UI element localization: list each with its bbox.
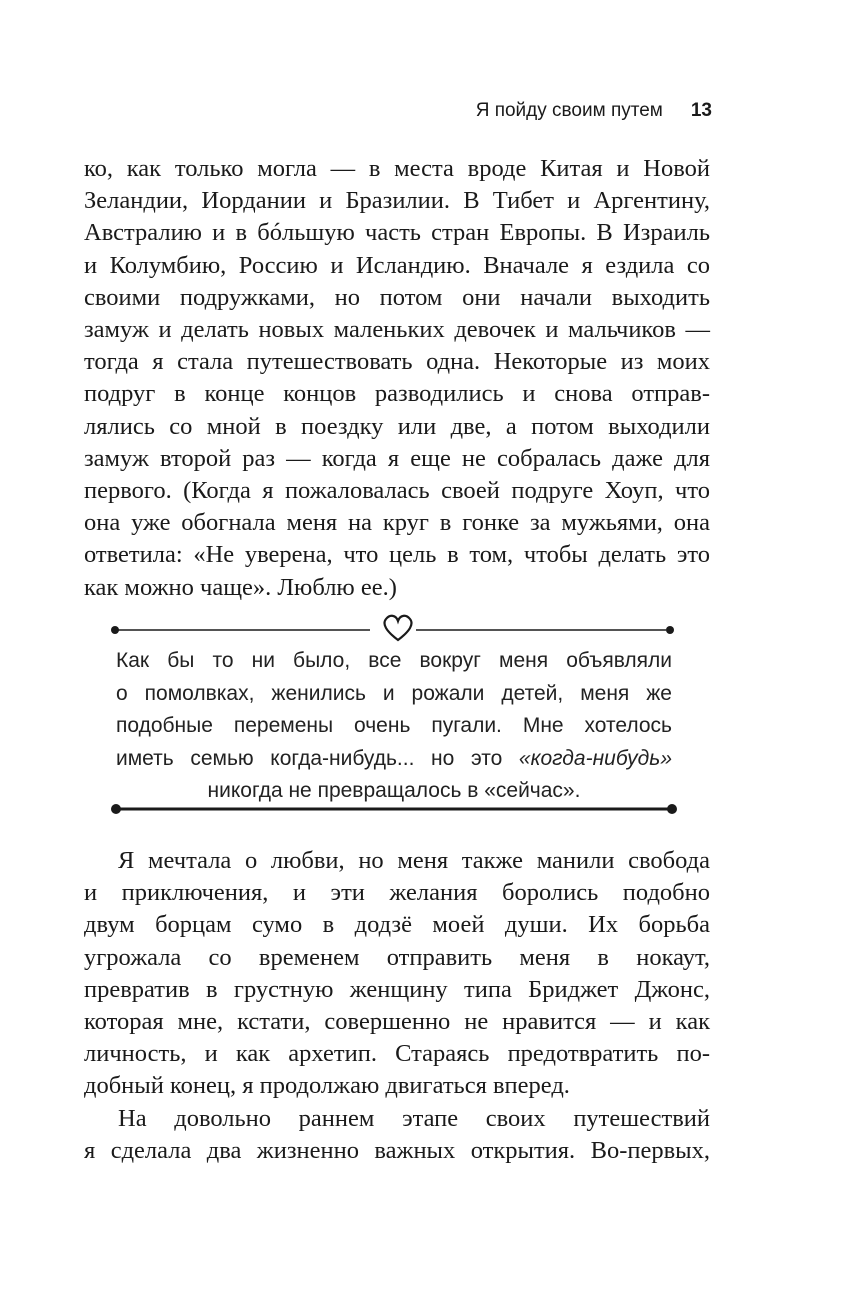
text-line: ко, как только могла — в места вроде Китая и Новой: [84, 155, 710, 182]
text-line: подруг в конце концов разводились и снова отправ-: [84, 380, 710, 408]
text-line: первого. (Когда я пожаловалась своей подруге Хоуп, что: [84, 477, 710, 505]
ornament-dot-left: [111, 626, 119, 634]
heart-divider-ornament: [110, 610, 678, 644]
paragraph-2: [84, 845, 710, 1167]
paragraph-1: [84, 153, 710, 604]
text-line: двум борцам сумо в додзё моей души. Их борьба: [84, 911, 710, 939]
text-line: замуж второй раз — когда я еще не собралась даже для: [84, 444, 710, 472]
page-number: 13: [690, 100, 712, 121]
quote-line: [116, 743, 672, 776]
text-line: и приключения, и эти желания боролись подобно: [84, 879, 710, 907]
text-line: Австралию и в бóльшую часть стран Европы. В Израиль: [84, 219, 710, 247]
quote-line: подобные перемены очень пугали. Мне хотелось: [116, 714, 672, 737]
quote-line: никогда не превращалось в «сейчас».: [207, 779, 581, 802]
header-title: Я пойду своим путем: [475, 100, 663, 121]
text-line: замуж и делать новых маленьких девочек и мальчиков —: [84, 316, 710, 344]
text-line: лялись со мной в поездку или две, а потом выходили: [84, 412, 710, 440]
text-line: я сделала два жизненно важных открытия. Во-первых,: [84, 1136, 710, 1164]
text-line: личность, и как архетип. Стараясь предотвратить по-: [84, 1040, 710, 1068]
text-line: тогда я стала путешествовать одна. Некоторые из моих: [84, 348, 710, 376]
text-line: На довольно раннем этапе своих путешествий: [118, 1104, 710, 1132]
quote-line: о помолвках, женились и рожали детей, меня же: [116, 681, 672, 705]
text-line: ответила: «Не уверена, что цель в том, чтобы делать это: [84, 541, 710, 569]
running-header: [476, 100, 712, 122]
ornament-dot-right: [667, 804, 677, 814]
ornament-dot-right: [666, 626, 674, 634]
text-line: добный конец, я продолжаю двигаться вперед.: [84, 1072, 570, 1100]
text-line: превратив в грустную женщину типа Бриджет Джонс,: [84, 975, 710, 1003]
text-line: своими подружками, но потом они начали выходить: [84, 283, 710, 311]
text-line: Зеландии, Иордании и Бразилии. В Тибет и Аргентину,: [84, 187, 710, 215]
pull-quote: [116, 645, 672, 808]
text-line: которая мне, кстати, совершенно не нравится — и как: [84, 1008, 710, 1036]
bottom-divider-ornament: [110, 797, 678, 821]
text-line: Я мечтала о любви, но меня также манили свобода: [118, 847, 710, 874]
text-line: она уже обогнала меня на круг в гонке за мужьями, она: [84, 509, 710, 537]
quote-line-text: иметь семью когда-нибудь... но это: [116, 746, 519, 770]
text-line: и Колумбию, Россию и Исландию. Вначале я ездила со: [84, 251, 710, 279]
heart-icon: [385, 616, 412, 640]
text-line: угрожала со временем отправить меня в нокаут,: [84, 943, 710, 971]
quote-emphasis: «когда-нибудь»: [518, 746, 672, 770]
quote-line: Как бы то ни было, все вокруг меня объявляли: [116, 649, 672, 672]
text-line: как можно чаще». Люблю ее.): [84, 573, 397, 601]
